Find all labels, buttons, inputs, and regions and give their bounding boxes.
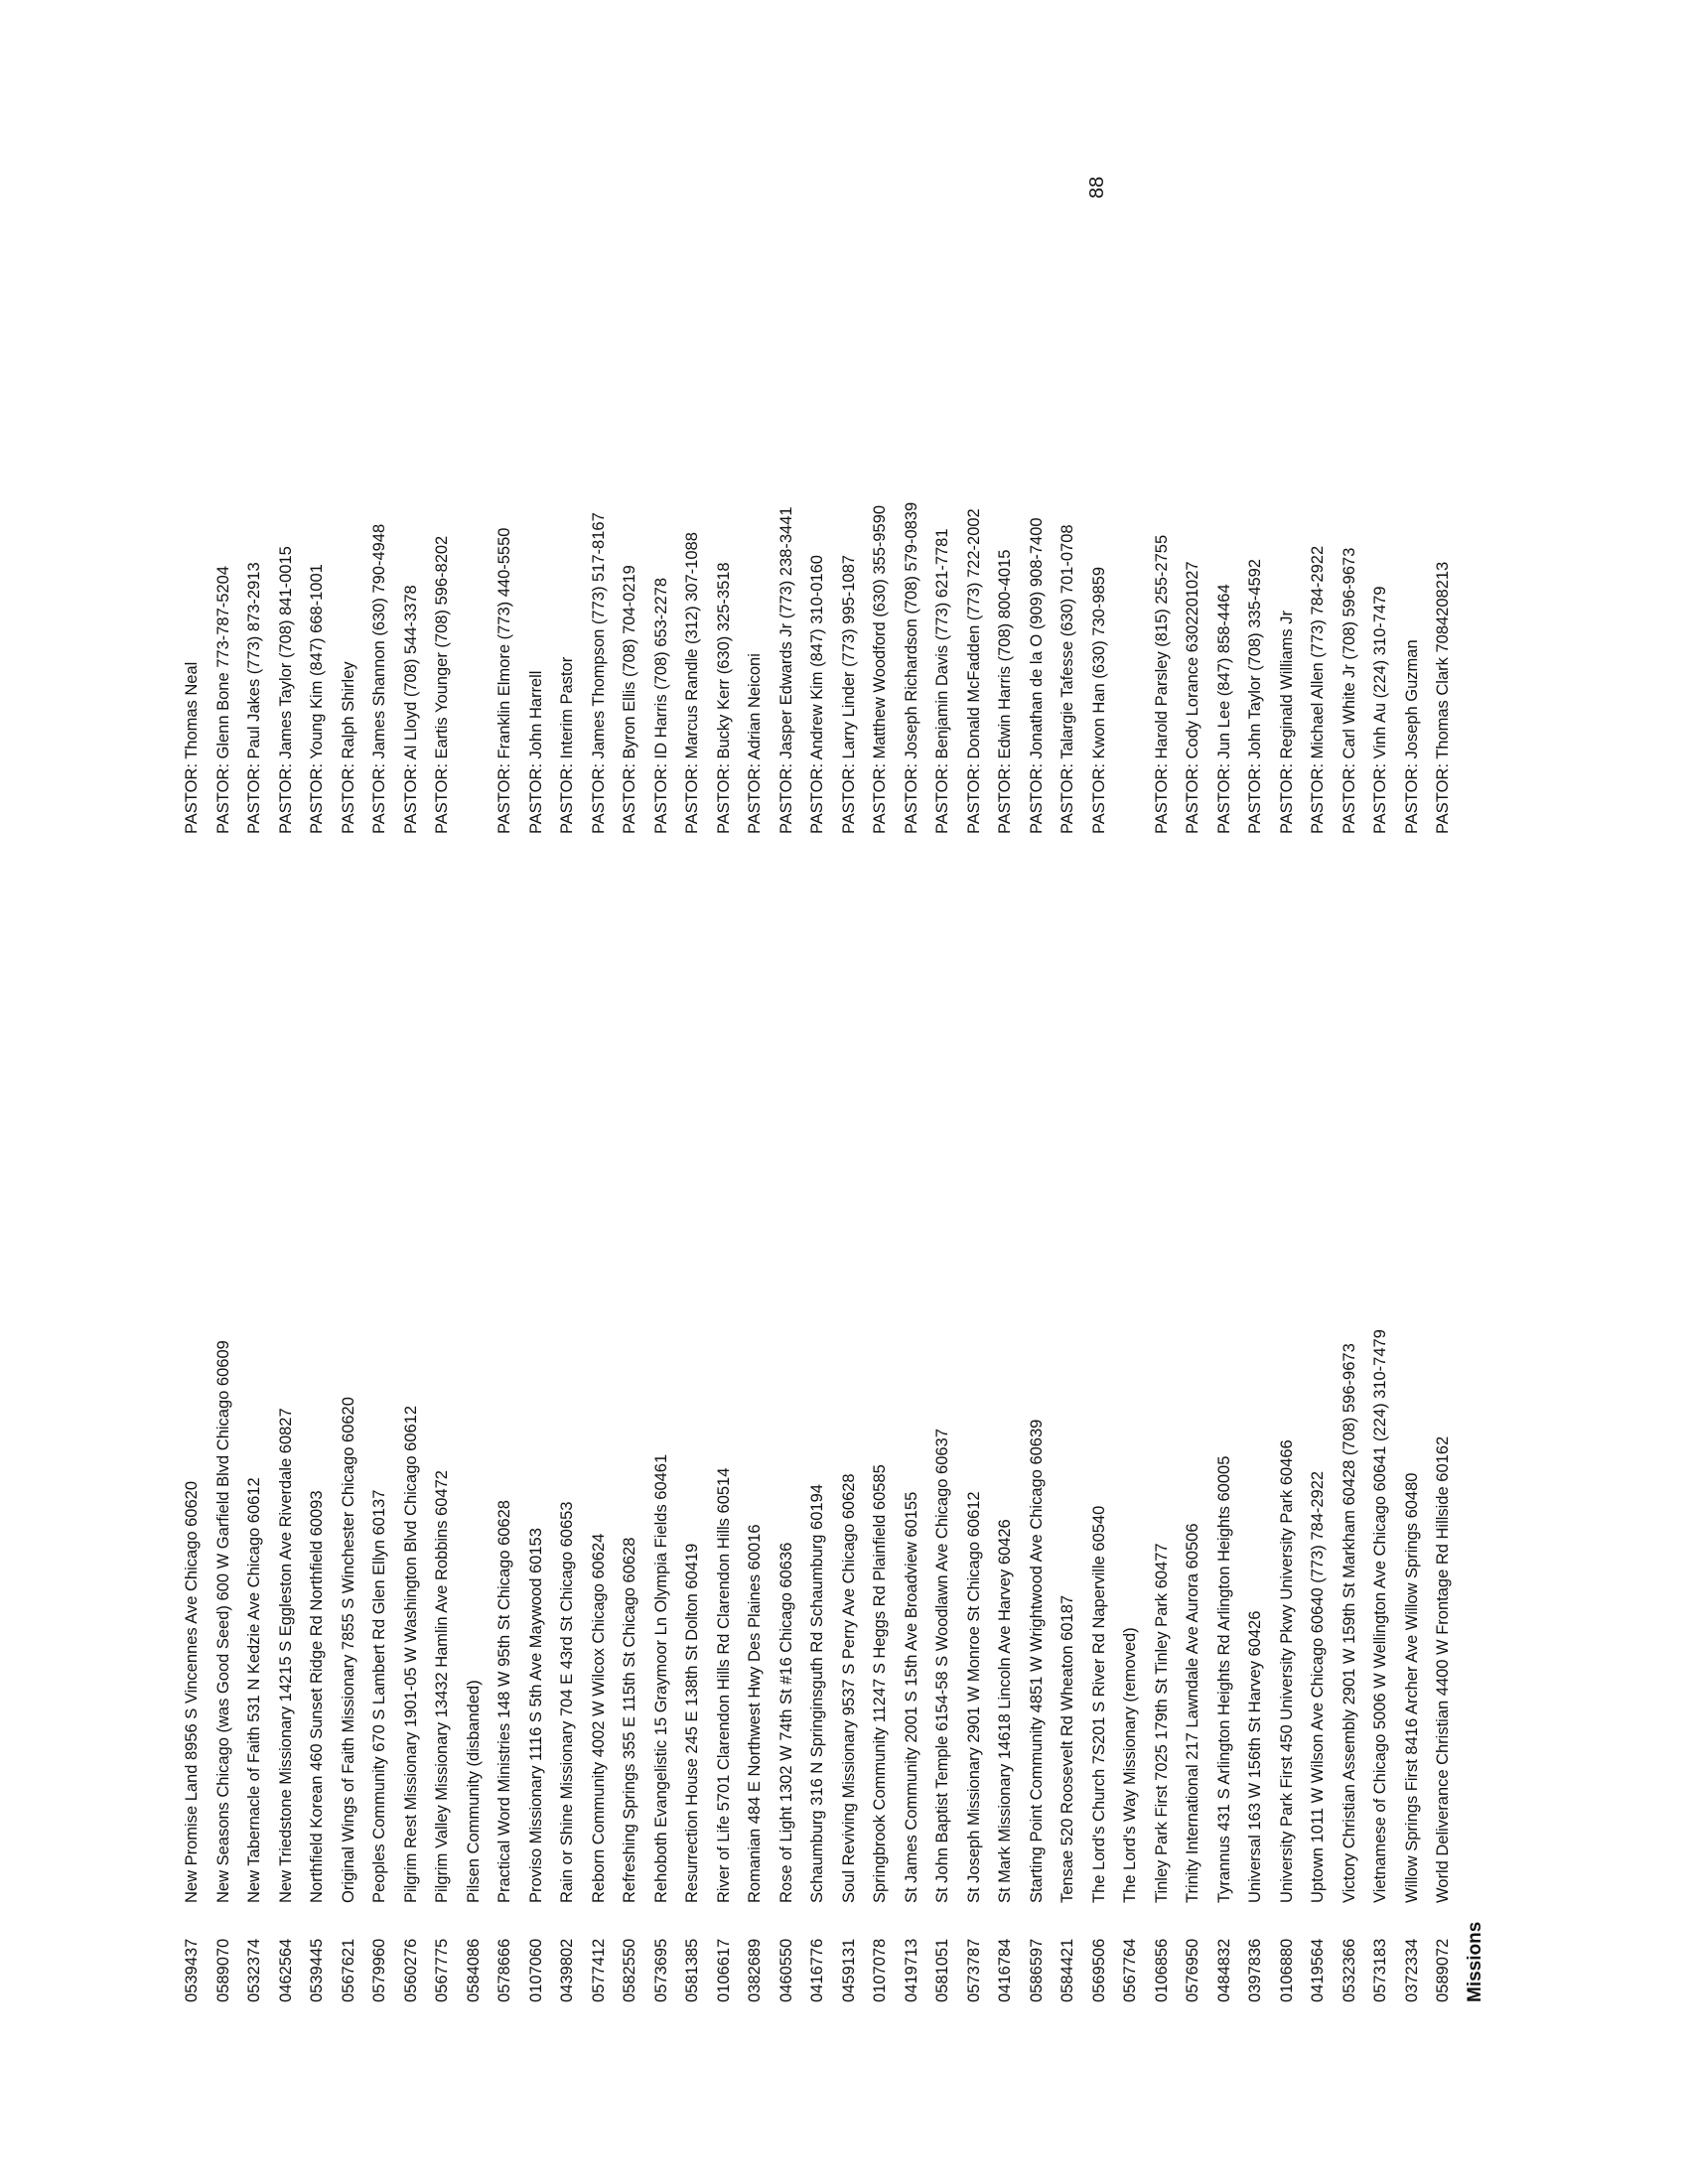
church-id: 0567764	[1121, 1938, 1139, 2002]
church-id: 0577412	[589, 1938, 608, 2002]
church-id: 0532374	[245, 1938, 263, 2002]
church-id: 0416784	[996, 1938, 1014, 2002]
church-id: 0584086	[464, 1938, 483, 2002]
church-entry: Springbrook Community 11247 S Heggs Rd Plainfield 60585	[871, 1464, 889, 1903]
pastor-entry: PASTOR: Ralph Shirley	[339, 661, 357, 834]
church-entry: Soul Reviving Missionary 9537 S Perry Ave Chicago 60628	[839, 1473, 858, 1903]
church-id: 0584421	[1058, 1938, 1076, 2002]
pastor-entry: PASTOR: Talargie Tafesse (630) 701-0708	[1058, 524, 1076, 834]
church-id: 0567775	[433, 1938, 451, 2002]
church-id: 0579960	[370, 1938, 388, 2002]
church-entry: The Lord's Church 7S201 S River Rd Naperville 60540	[1089, 1505, 1108, 1903]
pastor-entry: PASTOR: Edwin Harris (708) 800-4015	[996, 549, 1014, 834]
church-id: 0573183	[1371, 1938, 1389, 2002]
church-id: 0569506	[1089, 1938, 1108, 2002]
church-entry: Practical Word Ministries 148 W 95th St Chicago 60628	[495, 1500, 513, 1903]
pastor-entry: PASTOR: Reginald Williams Jr	[1277, 611, 1296, 834]
pastor-column	[177, 0, 1460, 834]
church-id: 0419564	[1309, 1938, 1327, 2002]
pastor-entry: PASTOR: Joseph Richardson (708) 579-0839	[902, 501, 920, 834]
church-entry: St James Community 2001 S 15th Ave Broadview 60155	[902, 1491, 920, 1903]
church-id: 0419713	[902, 1938, 920, 2002]
pastor-entry: PASTOR: Joseph Guzman	[1402, 639, 1421, 834]
pastor-entry: PASTOR: Cody Lorance 6302201027	[1184, 561, 1201, 834]
church-address-column	[177, 761, 1460, 1903]
church-entry: New Seasons Chicago (was Good Seed) 600 W Garfield Blvd Chicago 60609	[213, 1340, 232, 1903]
pastor-entry: PASTOR: Larry Linder (773) 995-1087	[839, 555, 858, 834]
church-id: 0107078	[871, 1938, 889, 2002]
church-entry: Tinley Park First 7025 179th St Tinley Park 60477	[1152, 1543, 1171, 1903]
church-id: 0462564	[276, 1938, 295, 2002]
church-id: 0567621	[339, 1938, 357, 2002]
church-entry: Refreshing Springs 355 E 115th St Chicago 60628	[621, 1537, 638, 1903]
church-entry: Proviso Missionary 1116 S 5th Ave Maywood 60153	[526, 1528, 545, 1903]
church-entry: Pilsen Community (disbanded)	[464, 1680, 483, 1903]
church-entry: Resurrection House 245 E 138th St Dolton 60419	[683, 1543, 701, 1903]
church-entry: Rain or Shine Missionary 704 E 43rd St Chicago 60653	[558, 1501, 576, 1903]
pastor-entry: PASTOR: Jonathan de la O (909) 908-7400	[1027, 517, 1046, 834]
pastor-entry: PASTOR: Glenn Bone 773-787-5204	[213, 566, 232, 834]
church-id: 0106880	[1277, 1938, 1296, 2002]
church-entry: New Tabernacle of Faith 531 N Kedzie Ave Chicago 60612	[245, 1477, 263, 1903]
church-entry: Reborn Community 4002 W Wilcox Chicago 60624	[589, 1533, 608, 1903]
church-id: 0539437	[183, 1938, 201, 2002]
pastor-entry: PASTOR: Michael Allen (773) 784-2922	[1309, 545, 1327, 834]
church-entry: Tyrannus 431 S Arlington Heights Rd Arlington Heights 60005	[1214, 1455, 1233, 1903]
pastor-entry: PASTOR: James Taylor (708) 841-0015	[276, 546, 295, 834]
page-number: 88	[1086, 176, 1108, 199]
church-entry: Pilgrim Valley Missionary 13432 Hamlin Ave Robbins 60472	[433, 1470, 451, 1903]
church-entry: Schaumburg 316 N Springinsguth Rd Schaumburg 60194	[808, 1484, 826, 1903]
pastor-entry: PASTOR: Jun Lee (847) 858-4464	[1214, 584, 1233, 834]
pastor-entry: PASTOR: Vinh Au (224) 310-7479	[1371, 586, 1389, 834]
pastor-entry: PASTOR: Matthew Woodford (630) 355-9590	[871, 504, 889, 834]
church-id: 0106856	[1152, 1938, 1171, 2002]
church-entry: Romanian 484 E Northwest Hwy Des Plaines 60016	[746, 1524, 764, 1903]
church-entry: Willow Springs First 8416 Archer Ave Willow Springs 60480	[1402, 1472, 1421, 1903]
pastor-entry: PASTOR: Andrew Kim (847) 310-0160	[808, 555, 826, 834]
church-id: 0586597	[1027, 1938, 1046, 2002]
church-entry: Tensae 520 Roosevelt Rd Wheaton 60187	[1058, 1594, 1076, 1903]
church-entry: St John Baptist Temple 6154-58 S Woodlawn Ave Chicago 60637	[933, 1429, 951, 1903]
pastor-entry: PASTOR: ID Harris (708) 653-2278	[651, 578, 670, 834]
pastor-entry: PASTOR: Thomas Neal	[183, 661, 201, 834]
church-id: 0589072	[1434, 1938, 1452, 2002]
church-id: 0581051	[933, 1938, 951, 2002]
pastor-entry: PASTOR: Al Lloyd (708) 544-3378	[401, 585, 420, 834]
church-entry: St Mark Missionary 14618 Lincoln Ave Harvey 60426	[996, 1519, 1014, 1903]
church-id: 0107060	[526, 1938, 545, 2002]
church-entry: Northfield Korean 460 Sunset Ridge Rd Northfield 60093	[308, 1490, 326, 1903]
church-id: 0382689	[746, 1938, 764, 2002]
church-id: 0484832	[1214, 1938, 1233, 2002]
pastor-entry: PASTOR: James Thompson (773) 517-8167	[589, 512, 608, 834]
church-entry: The Lord's Way Missionary (removed)	[1121, 1627, 1139, 1903]
church-id: 0372334	[1402, 1938, 1421, 2002]
church-id: 0589070	[213, 1938, 232, 2002]
pastor-entry: PASTOR: Donald McFadden (773) 722-2002	[964, 508, 983, 834]
church-entry: Rehoboth Evangelistic 15 Graymoor Ln Olympia Fields 60461	[651, 1453, 670, 1903]
pastor-entry: PASTOR: Young Kim (847) 668-1001	[308, 564, 326, 834]
church-entry: Original Wings of Faith Missionary 7855 S Winchester Chicago 60620	[339, 1397, 357, 1903]
church-id: 0582550	[621, 1938, 638, 2002]
pastor-entry: PASTOR: Bucky Kerr (630) 325-3518	[714, 562, 733, 834]
section-label-missions: Missions	[1464, 1921, 1485, 2002]
church-entry: Trinity International 217 Lawndale Ave Aurora 60506	[1184, 1523, 1201, 1903]
pastor-entry: PASTOR: Interim Pastor	[558, 656, 576, 834]
pastor-entry: PASTOR: John Taylor (708) 335-4592	[1246, 559, 1264, 834]
church-id: 0578666	[495, 1938, 513, 2002]
church-entry: World Deliverance Christian 4400 W Frontage Rd Hillside 60162	[1434, 1435, 1452, 1903]
church-id: 0581385	[683, 1938, 701, 2002]
church-entry: Vietnamese of Chicago 5006 W Wellington Ave Chicago 60641 (224) 310-7479	[1371, 1329, 1389, 1903]
church-entry: St Joseph Missionary 2901 W Monroe St Chicago 60612	[964, 1491, 983, 1903]
church-id: 0532366	[1340, 1938, 1358, 2002]
church-id: 0439802	[558, 1938, 576, 2002]
pastor-entry: PASTOR: Franklin Elmore (773) 440-5550	[495, 527, 513, 834]
church-entry: River of Life 5701 Clarendon Hills Rd Clarendon Hills 60514	[714, 1467, 733, 1903]
church-id: 0560276	[401, 1938, 420, 2002]
church-id: 0397836	[1246, 1938, 1264, 2002]
pastor-entry: PASTOR: Marcus Randle (312) 307-1088	[683, 532, 701, 834]
church-entry: Uptown 1011 W Wilson Ave Chicago 60640 (773) 784-2922	[1309, 1470, 1327, 1903]
church-entry: Victory Christian Assembly 2901 W 159th St Markham 60428 (708) 596-9673	[1340, 1343, 1358, 1903]
pastor-entry: PASTOR: Adrian Neiconi	[746, 653, 764, 834]
church-entry: Rose of Light 1302 W 74th St #16 Chicago 60636	[776, 1542, 795, 1903]
church-id: 0576950	[1184, 1938, 1201, 2002]
church-entry: Universal 163 W 156th St Harvey 60426	[1246, 1610, 1264, 1903]
pastor-entry	[459, 0, 491, 834]
church-entry: Starting Point Community 4851 W Wrightwood Ave Chicago 60639	[1027, 1419, 1046, 1903]
pastor-entry: PASTOR: Thomas Clark 7084208213	[1434, 561, 1452, 834]
pastor-entry: PASTOR: Kwon Han (630) 730-9859	[1089, 566, 1108, 834]
pastor-entry: PASTOR: Paul Jakes (773) 873-2913	[245, 562, 263, 834]
church-id: 0416776	[808, 1938, 826, 2002]
church-id: 0106617	[714, 1938, 733, 2002]
pastor-entry: PASTOR: Benjamin Davis (773) 621-7781	[933, 528, 951, 834]
church-entry: University Park First 450 University Pkwy University Park 60466	[1277, 1439, 1296, 1903]
pastor-entry: PASTOR: Harold Parsley (815) 255-2755	[1152, 534, 1171, 834]
church-entry: New Promise Land 8956 S Vincennes Ave Chicago 60620	[183, 1480, 201, 1903]
pastor-entry: PASTOR: Byron Ellis (708) 704-0219	[621, 565, 638, 834]
pastor-entry: PASTOR: Jasper Edwards Jr (773) 238-3441	[776, 506, 795, 834]
church-id: 0460550	[776, 1938, 795, 2002]
pastor-entry: PASTOR: James Shannon (630) 790-4948	[370, 523, 388, 834]
church-id: 0573695	[651, 1938, 670, 2002]
pastor-entry: PASTOR: John Harrell	[526, 670, 545, 834]
church-entry: Pilgrim Rest Missionary 1901-05 W Washington Blvd Chicago 60612	[401, 1405, 420, 1903]
church-id: 0539445	[308, 1938, 326, 2002]
pastor-entry: PASTOR: Eartis Younger (708) 596-8202	[433, 535, 451, 834]
pastor-entry: PASTOR: Carl White Jr (708) 596-9673	[1340, 547, 1358, 834]
pastor-entry	[1115, 0, 1147, 834]
church-entry: New Triedstone Missionary 14215 S Eggleston Ave Riverdale 60827	[276, 1408, 295, 1903]
church-entry: Peoples Community 670 S Lambert Rd Glen Ellyn 60137	[370, 1489, 388, 1903]
church-id: 0459131	[839, 1938, 858, 2002]
church-id: 0573787	[964, 1938, 983, 2002]
